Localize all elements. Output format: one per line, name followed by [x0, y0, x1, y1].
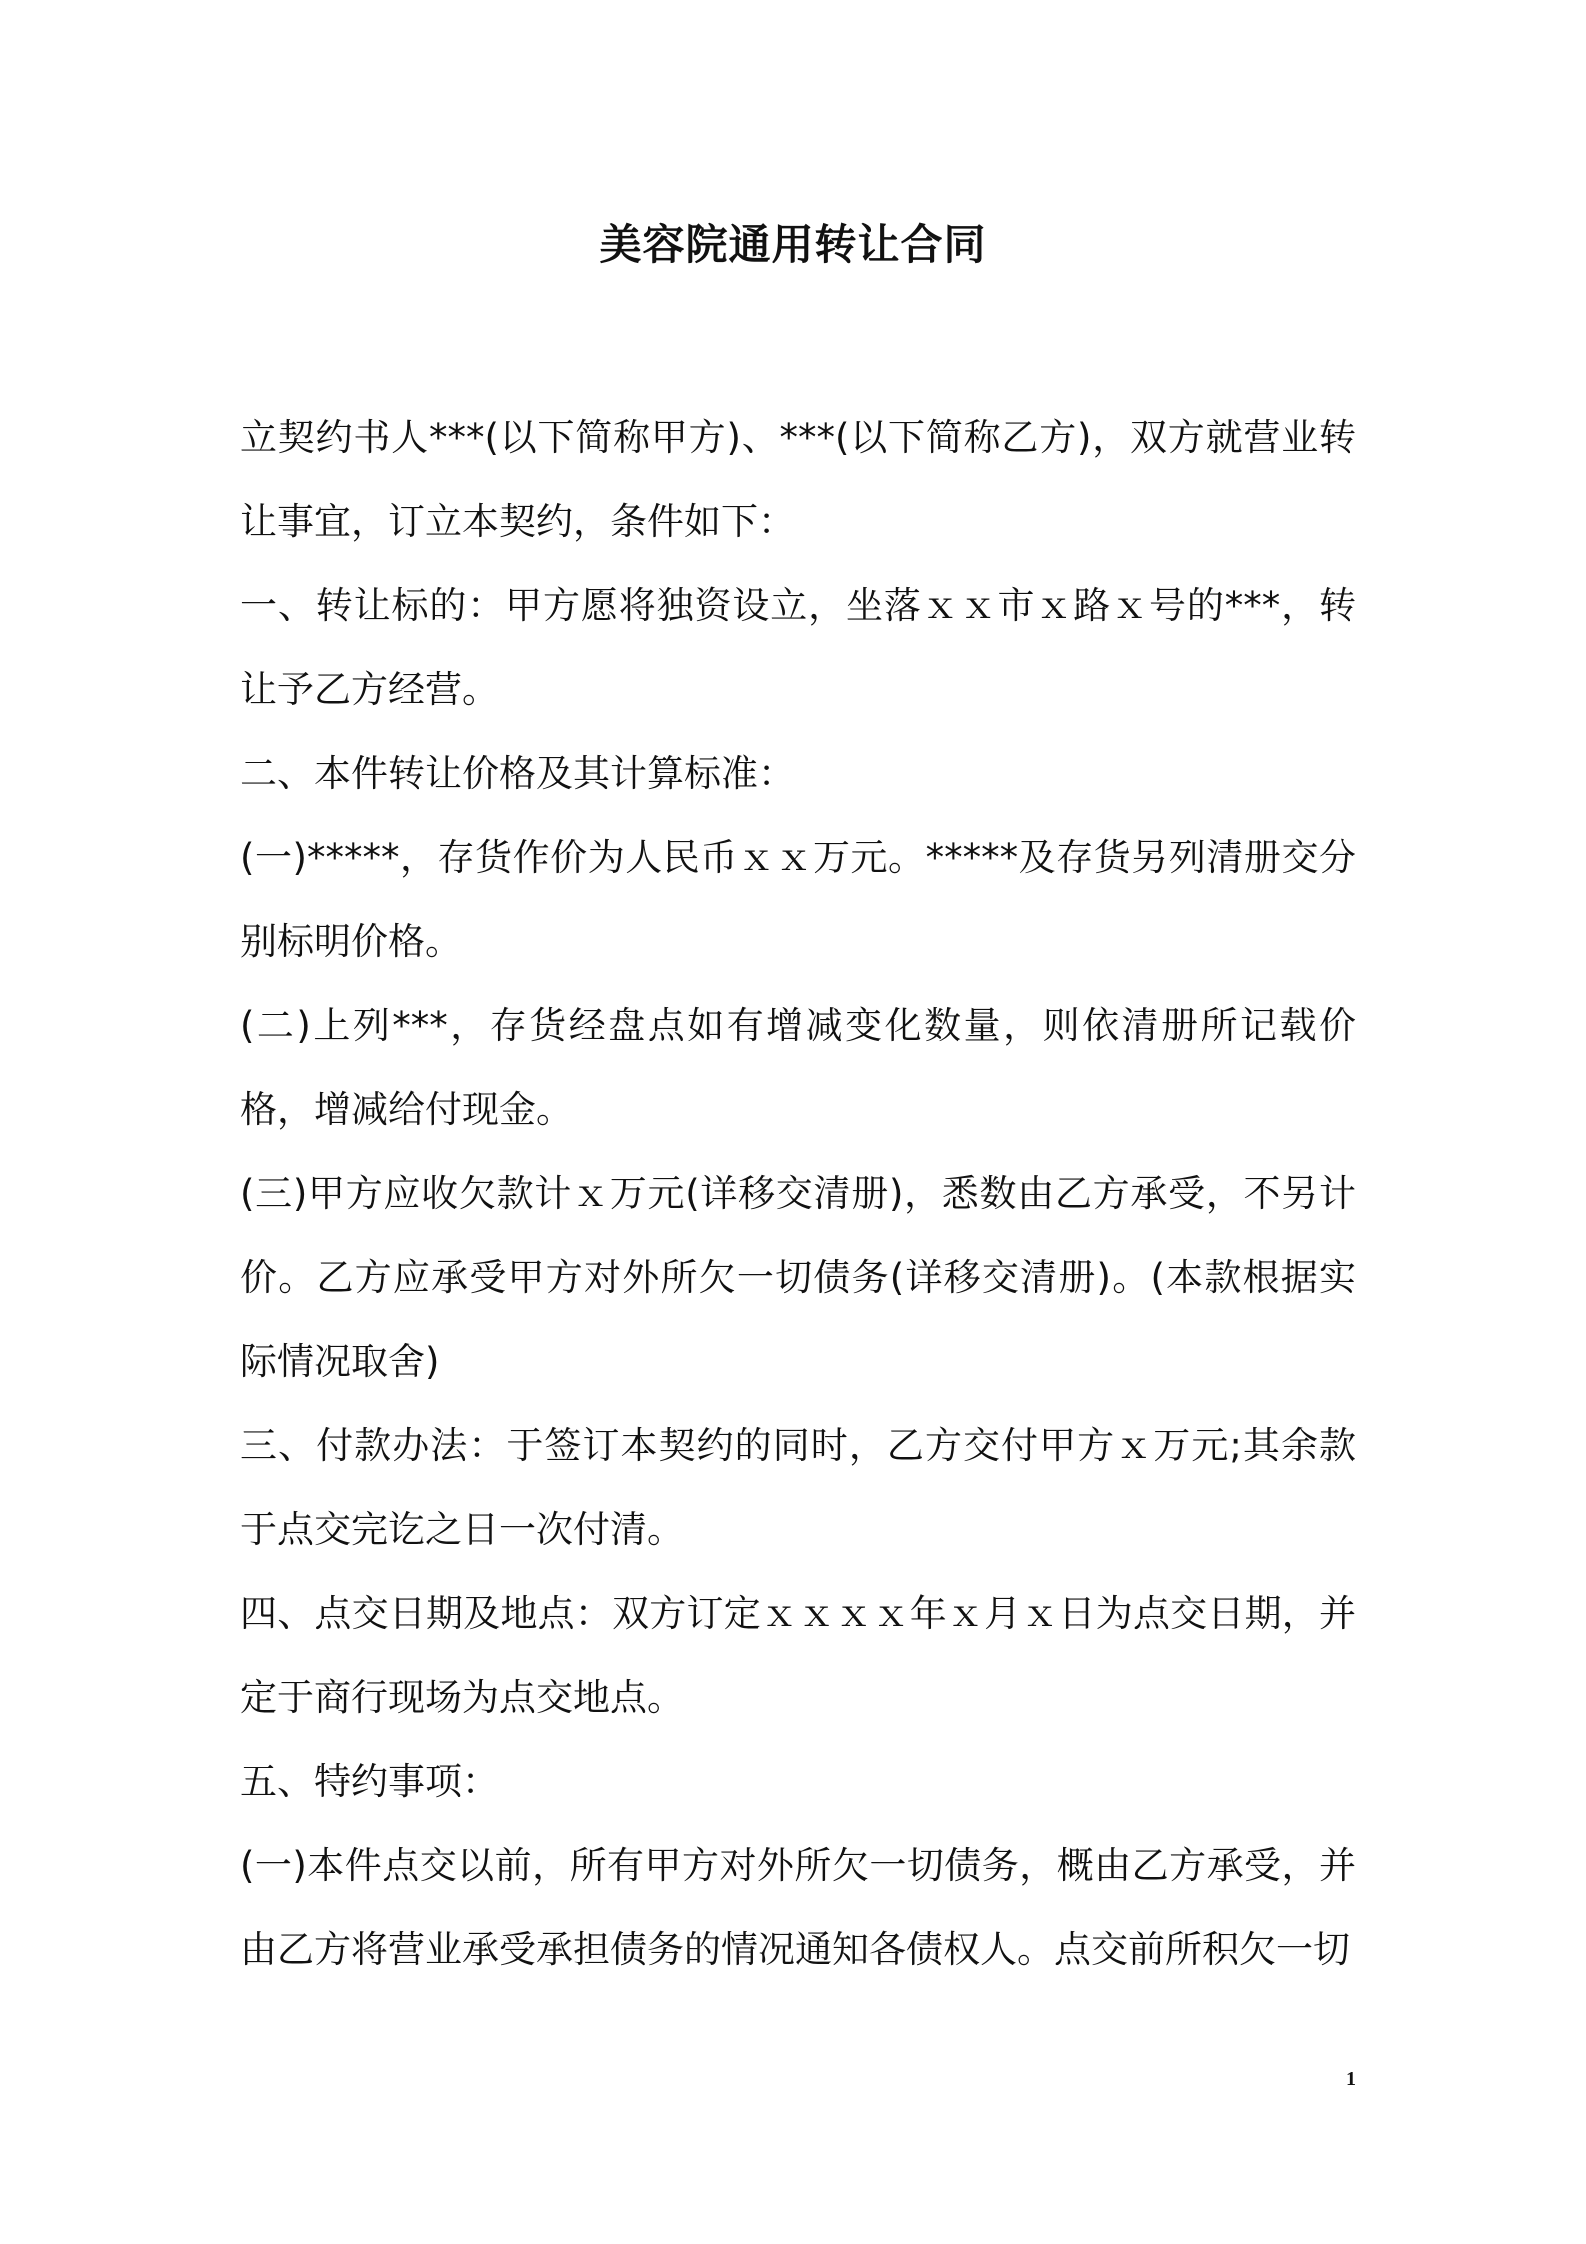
- paragraph-clause-2: 二、本件转让价格及其计算标准：: [240, 752, 795, 795]
- paragraph-clause-1: 一、转让标的：甲方愿将独资设立，坐落ｘｘ市ｘ路ｘ号的***，转让予乙方经营。: [240, 584, 1356, 711]
- paragraph-clause-5-1: (一)本件点交以前，所有甲方对外所欠一切债务，概由乙方承受，并由乙方将营业承受承担债务的情况通知各债权人。点交前所积欠一切: [240, 1844, 1356, 1971]
- document-title: 美容院通用转让合同: [599, 220, 987, 269]
- paragraph-clause-4: 四、点交日期及地点：双方订定ｘｘｘｘ年ｘ月ｘ日为点交日期，并定于商行现场为点交地点。: [240, 1592, 1356, 1719]
- paragraph-preamble: 立契约书人***(以下简称甲方)、***(以下简称乙方)，双方就营业转让事宜，订立本契约，条件如下：: [240, 416, 1356, 543]
- paragraph-clause-5: 五、特约事项：: [240, 1760, 499, 1803]
- paragraph-clause-2-2: (二)上列***，存货经盘点如有增减变化数量，则依清册所记载价格，增减给付现金。: [240, 1004, 1356, 1131]
- page-number: 1: [1346, 2068, 1356, 2090]
- paragraph-clause-3: 三、付款办法：于签订本契约的同时，乙方交付甲方ｘ万元;其余款于点交完讫之日一次付清。: [240, 1424, 1356, 1551]
- paragraph-clause-2-1: (一)*****，存货作价为人民币ｘｘ万元。*****及存货另列清册交分别标明价格。: [240, 836, 1356, 963]
- document-body: [240, 396, 1356, 1992]
- paragraph-clause-2-3: (三)甲方应收欠款计ｘ万元(详移交清册)，悉数由乙方承受，不另计价。乙方应承受甲方对外所欠一切债务(详移交清册)。(本款根据实际情况取舍): [240, 1172, 1356, 1383]
